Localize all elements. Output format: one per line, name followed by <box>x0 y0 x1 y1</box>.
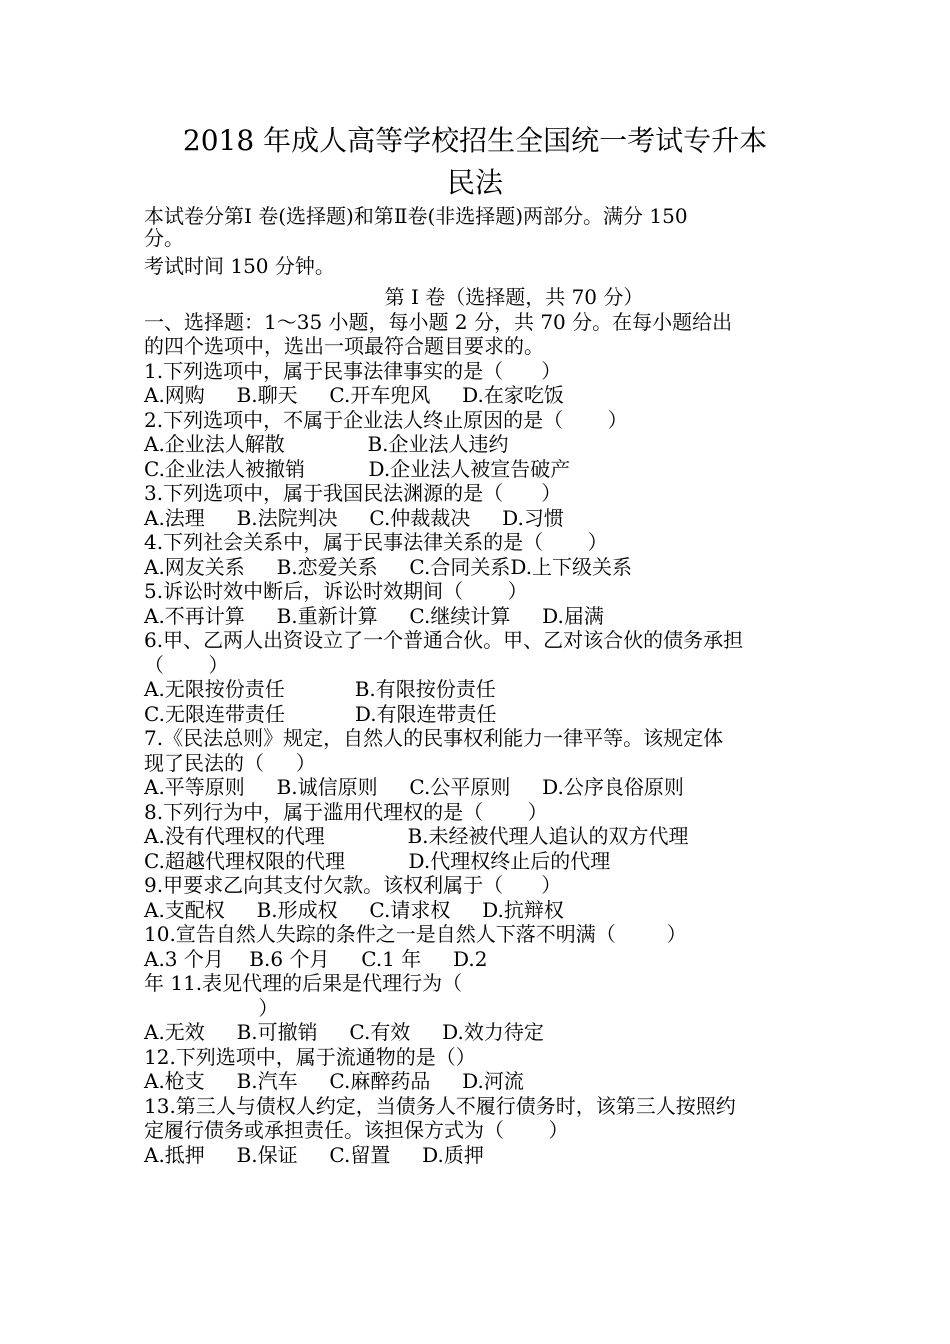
question-options: A.3 个月 B.6 个月 C.1 年 D.2 <box>144 946 488 971</box>
question-stem: 2.下列选项中，不属于企业法人终止原因的是（ ） <box>144 407 628 432</box>
intro-line: 考试时间 150 分钟。 <box>144 254 335 278</box>
question-options: A.不再计算 B.重新计算 C.继续计算 D.届满 <box>144 603 604 628</box>
question-options: C.无限连带责任 D.有限连带责任 <box>144 701 497 726</box>
question-stem: 12.下列选项中，属于流通物的是（） <box>144 1044 476 1069</box>
question-stem: 定履行债务或承担责任。该担保方式为（ ） <box>144 1118 569 1142</box>
question-stem: ） <box>144 995 279 1020</box>
question-options: A.没有代理权的代理 B.未经被代理人追认的双方代理 <box>144 824 689 848</box>
question-options: A.枪支 B.汽车 C.麻醉药品 D.河流 <box>144 1069 524 1093</box>
question-stem: 6.甲、乙两人出资设立了一个普通合伙。甲、乙对该合伙的债务承担 <box>144 628 744 652</box>
intro-line: 分。 <box>144 226 184 250</box>
question-options: C.企业法人被撤销 D.企业法人被宣告破产 <box>144 456 571 481</box>
question-options: A.企业法人解散 B.企业法人违约 <box>144 432 509 456</box>
question-options: A.无效 B.可撤销 C.有效 D.效力待定 <box>144 1020 544 1044</box>
page-title: 2018 年成人高等学校招生全国统一考试专升本 <box>182 124 768 157</box>
question-stem: （ ） <box>144 652 229 677</box>
question-stem: 3.下列选项中，属于我国民法渊源的是（ ） <box>144 481 562 505</box>
instruction-line: 的四个选项中，选出一项最符合题目要求的。 <box>144 334 544 358</box>
question-options: A.抵押 B.保证 C.留置 D.质押 <box>144 1142 484 1167</box>
intro-line: 本试卷分第Ⅰ 卷(选择题)和第Ⅱ卷(非选择题)两部分。满分 150 <box>144 204 688 228</box>
question-stem: 年 11.表见代理的后果是代理行为（ <box>144 971 463 995</box>
question-stem: 4.下列社会关系中，属于民事法律关系的是（ ） <box>144 530 608 554</box>
question-stem: 8.下列行为中，属于滥用代理权的是（ ） <box>144 799 548 824</box>
question-options: A.网购 B.聊天 C.开车兜风 D.在家吃饭 <box>144 383 564 407</box>
question-options: A.法理 B.法院判决 C.仲裁裁决 D.习惯 <box>144 505 564 530</box>
exam-content <box>144 205 824 1167</box>
question-options: A.支配权 B.形成权 C.请求权 D.抗辩权 <box>144 897 564 922</box>
question-options: A.无限按份责任 B.有限按份责任 <box>144 677 496 701</box>
page-subtitle: 民法 <box>446 166 503 199</box>
question-list <box>144 359 824 1168</box>
instruction-line: 一、选择题：1～35 小题，每小题 2 分，共 70 分。在每小题给出 <box>144 309 733 334</box>
question-stem: 13.第三人与债权人约定，当债务人不履行债务时，该第三人按照约 <box>144 1093 736 1118</box>
question-options: A.平等原则 B.诚信原则 C.公平原则 D.公序良俗原则 <box>144 775 684 799</box>
question-stem: 1.下列选项中，属于民事法律事实的是（ ） <box>144 358 562 383</box>
question-stem: 5.诉讼时效中断后，诉讼时效期间（ ） <box>144 579 528 603</box>
question-stem: 7.《民法总则》规定，自然人的民事权利能力一律平等。该规定体 <box>144 726 724 750</box>
question-options: C.超越代理权限的代理 D.代理权终止后的代理 <box>144 848 611 873</box>
section-title: 第 Ⅰ 卷（选择题，共 70 分） <box>384 285 644 309</box>
question-stem: 10.宣告自然人失踪的条件之一是自然人下落不明满（ ） <box>144 922 687 946</box>
question-stem: 9.甲要求乙向其支付欠款。该权利属于（ ） <box>144 873 562 897</box>
exam-intro <box>144 205 824 277</box>
question-options: A.网友关系 B.恋爱关系 C.合同关系D.上下级关系 <box>144 554 633 579</box>
question-stem: 现了民法的（ ） <box>144 750 316 775</box>
